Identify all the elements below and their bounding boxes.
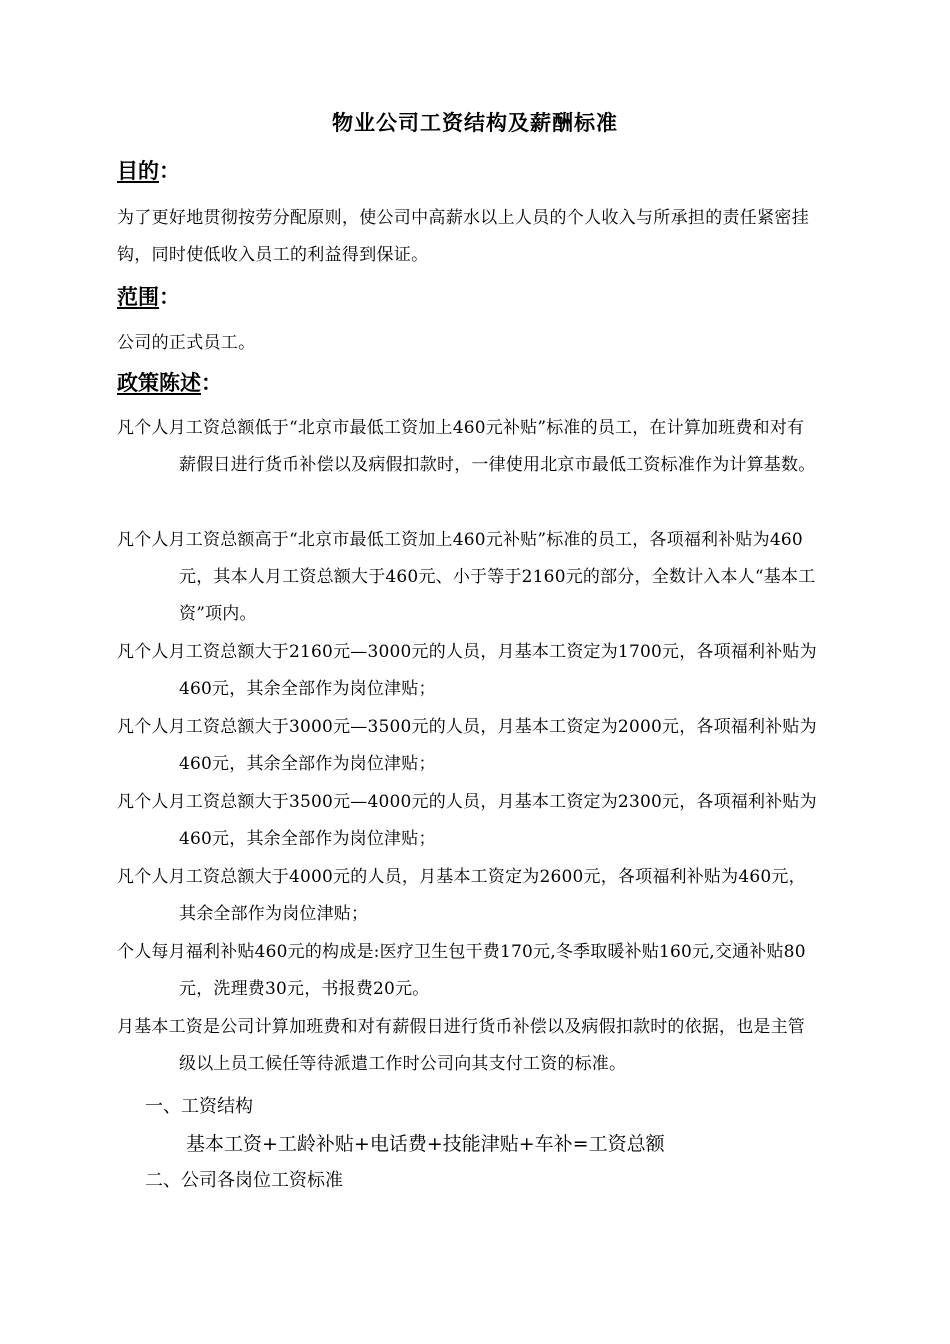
purpose-heading-colon: ： [159,159,180,183]
policy-heading-text: 政策陈述 [117,371,201,395]
policy-item: 凡个人月工资总额大于3000元—3500元的人员，月基本工资定为2000元，各项福利补贴为460元，其余全部作为岗位津贴； [117,717,817,774]
policy-item: 凡个人月工资总额大于4000元的人员，月基本工资定为2600元，各项福利补贴为460元，其余全部作为岗位津贴； [117,867,806,924]
salary-formula: 基本工资+工龄补贴+电话费+技能津贴+车补=工资总额 [186,1133,665,1155]
scope-heading-text: 范围 [117,285,159,309]
purpose-heading-text: 目的 [117,159,159,183]
scope-heading-colon: ： [159,285,180,309]
policy-item: 凡个人月工资总额低于“北京市最低工资加上460元补贴”标准的员工，在计算加班费和对有薪假日进行货币补偿以及病假扣款时，一律使用北京市最低工资标准作为计算基数。 [117,418,816,475]
scope-heading [117,282,180,312]
policy-heading [117,368,222,398]
policy-item: 凡个人月工资总额高于“北京市最低工资加上460元补贴”标准的员工，各项福利补贴为460元，其本人月工资总额大于460元、小于等于2160元的部分，全数计入本人“基本工资”项内。 [117,530,816,624]
policy-item: 个人每月福利补贴460元的构成是:医疗卫生包干费170元,冬季取暖补贴160元,交通补贴80元，洗理费30元，书报费20元。 [117,942,806,999]
document-title: 物业公司工资结构及薪酬标准 [332,111,618,135]
policy-heading-colon: ： [201,371,222,395]
policy-item: 月基本工资是公司计算加班费和对有薪假日进行货币补偿以及病假扣款时的依据，也是主管级以上员工候任等待派遣工作时公司向其支付工资的标准。 [117,1017,805,1074]
policy-item: 凡个人月工资总额大于2160元—3000元的人员，月基本工资定为1700元，各项福利补贴为460元，其余全部作为岗位津贴； [117,642,817,699]
purpose-heading [117,156,180,186]
salary-structure-heading: 一、工资结构 [145,1096,253,1117]
purpose-text: 为了更好地贯彻按劳分配原则，使公司中高薪水以上人员的个人收入与所承担的责任紧密挂钩，同时使低收入员工的利益得到保证。 [117,208,809,265]
scope-text: 公司的正式员工。 [117,333,256,353]
policy-item: 凡个人月工资总额大于3500元—4000元的人员，月基本工资定为2300元，各项福利补贴为460元，其余全部作为岗位津贴； [117,792,817,849]
position-salary-standards-heading: 二、公司各岗位工资标准 [145,1170,343,1191]
